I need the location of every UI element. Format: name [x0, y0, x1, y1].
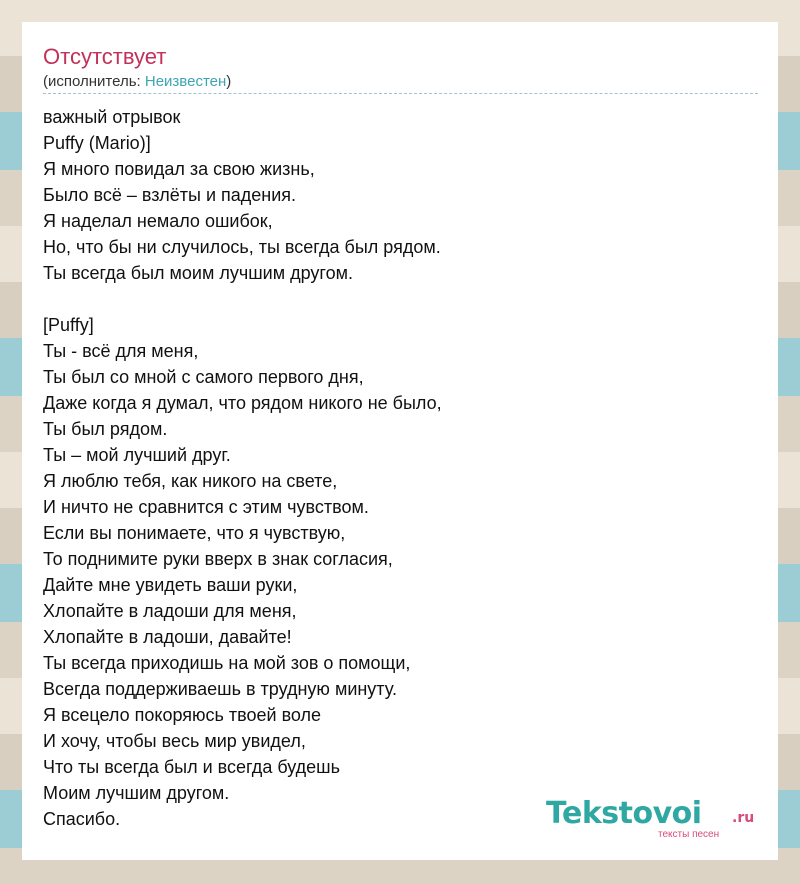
lyric-line: Я всецело покоряюсь твоей воле — [43, 705, 322, 725]
lyric-line: Даже когда я думал, что рядом никого не было, — [43, 393, 442, 413]
lyric-line: Я наделал немало ошибок, — [43, 211, 273, 231]
lyric-line: Моим лучшим другом. — [43, 783, 230, 803]
lyric-line: [Puffy] — [43, 315, 94, 335]
lyric-line: И ничто не сравнится с этим чувством. — [43, 497, 369, 517]
lyric-line: Всегда поддерживаешь в трудную минуту. — [43, 679, 397, 699]
lyric-line: Было всё – взлёты и падения. — [43, 185, 297, 205]
lyric-line: И хочу, чтобы весь мир увидел, — [43, 731, 306, 751]
lyric-line: Ты – мой лучший друг. — [43, 445, 231, 465]
lyric-line: Ты всегда приходишь на мой зов о помощи, — [43, 653, 411, 673]
lyric-line: Puffy (Mario)] — [43, 133, 151, 153]
artist-line — [43, 72, 231, 92]
lyric-line: Я люблю тебя, как никого на свете, — [43, 471, 338, 491]
lyric-line: Спасибо. — [43, 809, 121, 829]
lyric-line: Дайте мне увидеть ваши руки, — [43, 575, 298, 595]
lyrics-card — [22, 22, 778, 860]
site-logo[interactable] — [546, 796, 756, 840]
logo-brand: Tekstovoi — [546, 796, 702, 831]
lyric-line: важный отрывок — [43, 107, 181, 127]
lyric-line: Если вы понимаете, что я чувствую, — [43, 523, 346, 543]
lyric-line: Что ты всегда был и всегда будешь — [43, 757, 340, 777]
lyric-line: Ты был со мной с самого первого дня, — [43, 367, 364, 387]
artist-link[interactable]: Неизвестен — [144, 73, 227, 90]
lyric-line: Хлопайте в ладоши для меня, — [43, 601, 297, 621]
lyrics-text — [43, 104, 758, 832]
artist-prefix: (исполнитель: — [43, 73, 145, 90]
logo-tagline: тексты песен — [658, 829, 720, 840]
song-title: Отсутствует — [43, 44, 167, 69]
lyric-line: Я много повидал за свою жизнь, — [43, 159, 315, 179]
lyric-line: Но, что бы ни случилось, ты всегда был рядом. — [43, 237, 441, 257]
artist-suffix: ) — [226, 73, 232, 90]
logo-tld: .ru — [732, 810, 755, 826]
lyric-line: Хлопайте в ладоши, давайте! — [43, 627, 292, 647]
lyric-line: Ты всегда был моим лучшим другом. — [43, 263, 353, 283]
lyric-line: То поднимите руки вверх в знак согласия, — [43, 549, 393, 569]
lyric-line — [43, 286, 758, 312]
lyric-line: Ты - всё для меня, — [43, 341, 199, 361]
lyric-line: Ты был рядом. — [43, 419, 168, 439]
title-divider — [43, 93, 758, 94]
